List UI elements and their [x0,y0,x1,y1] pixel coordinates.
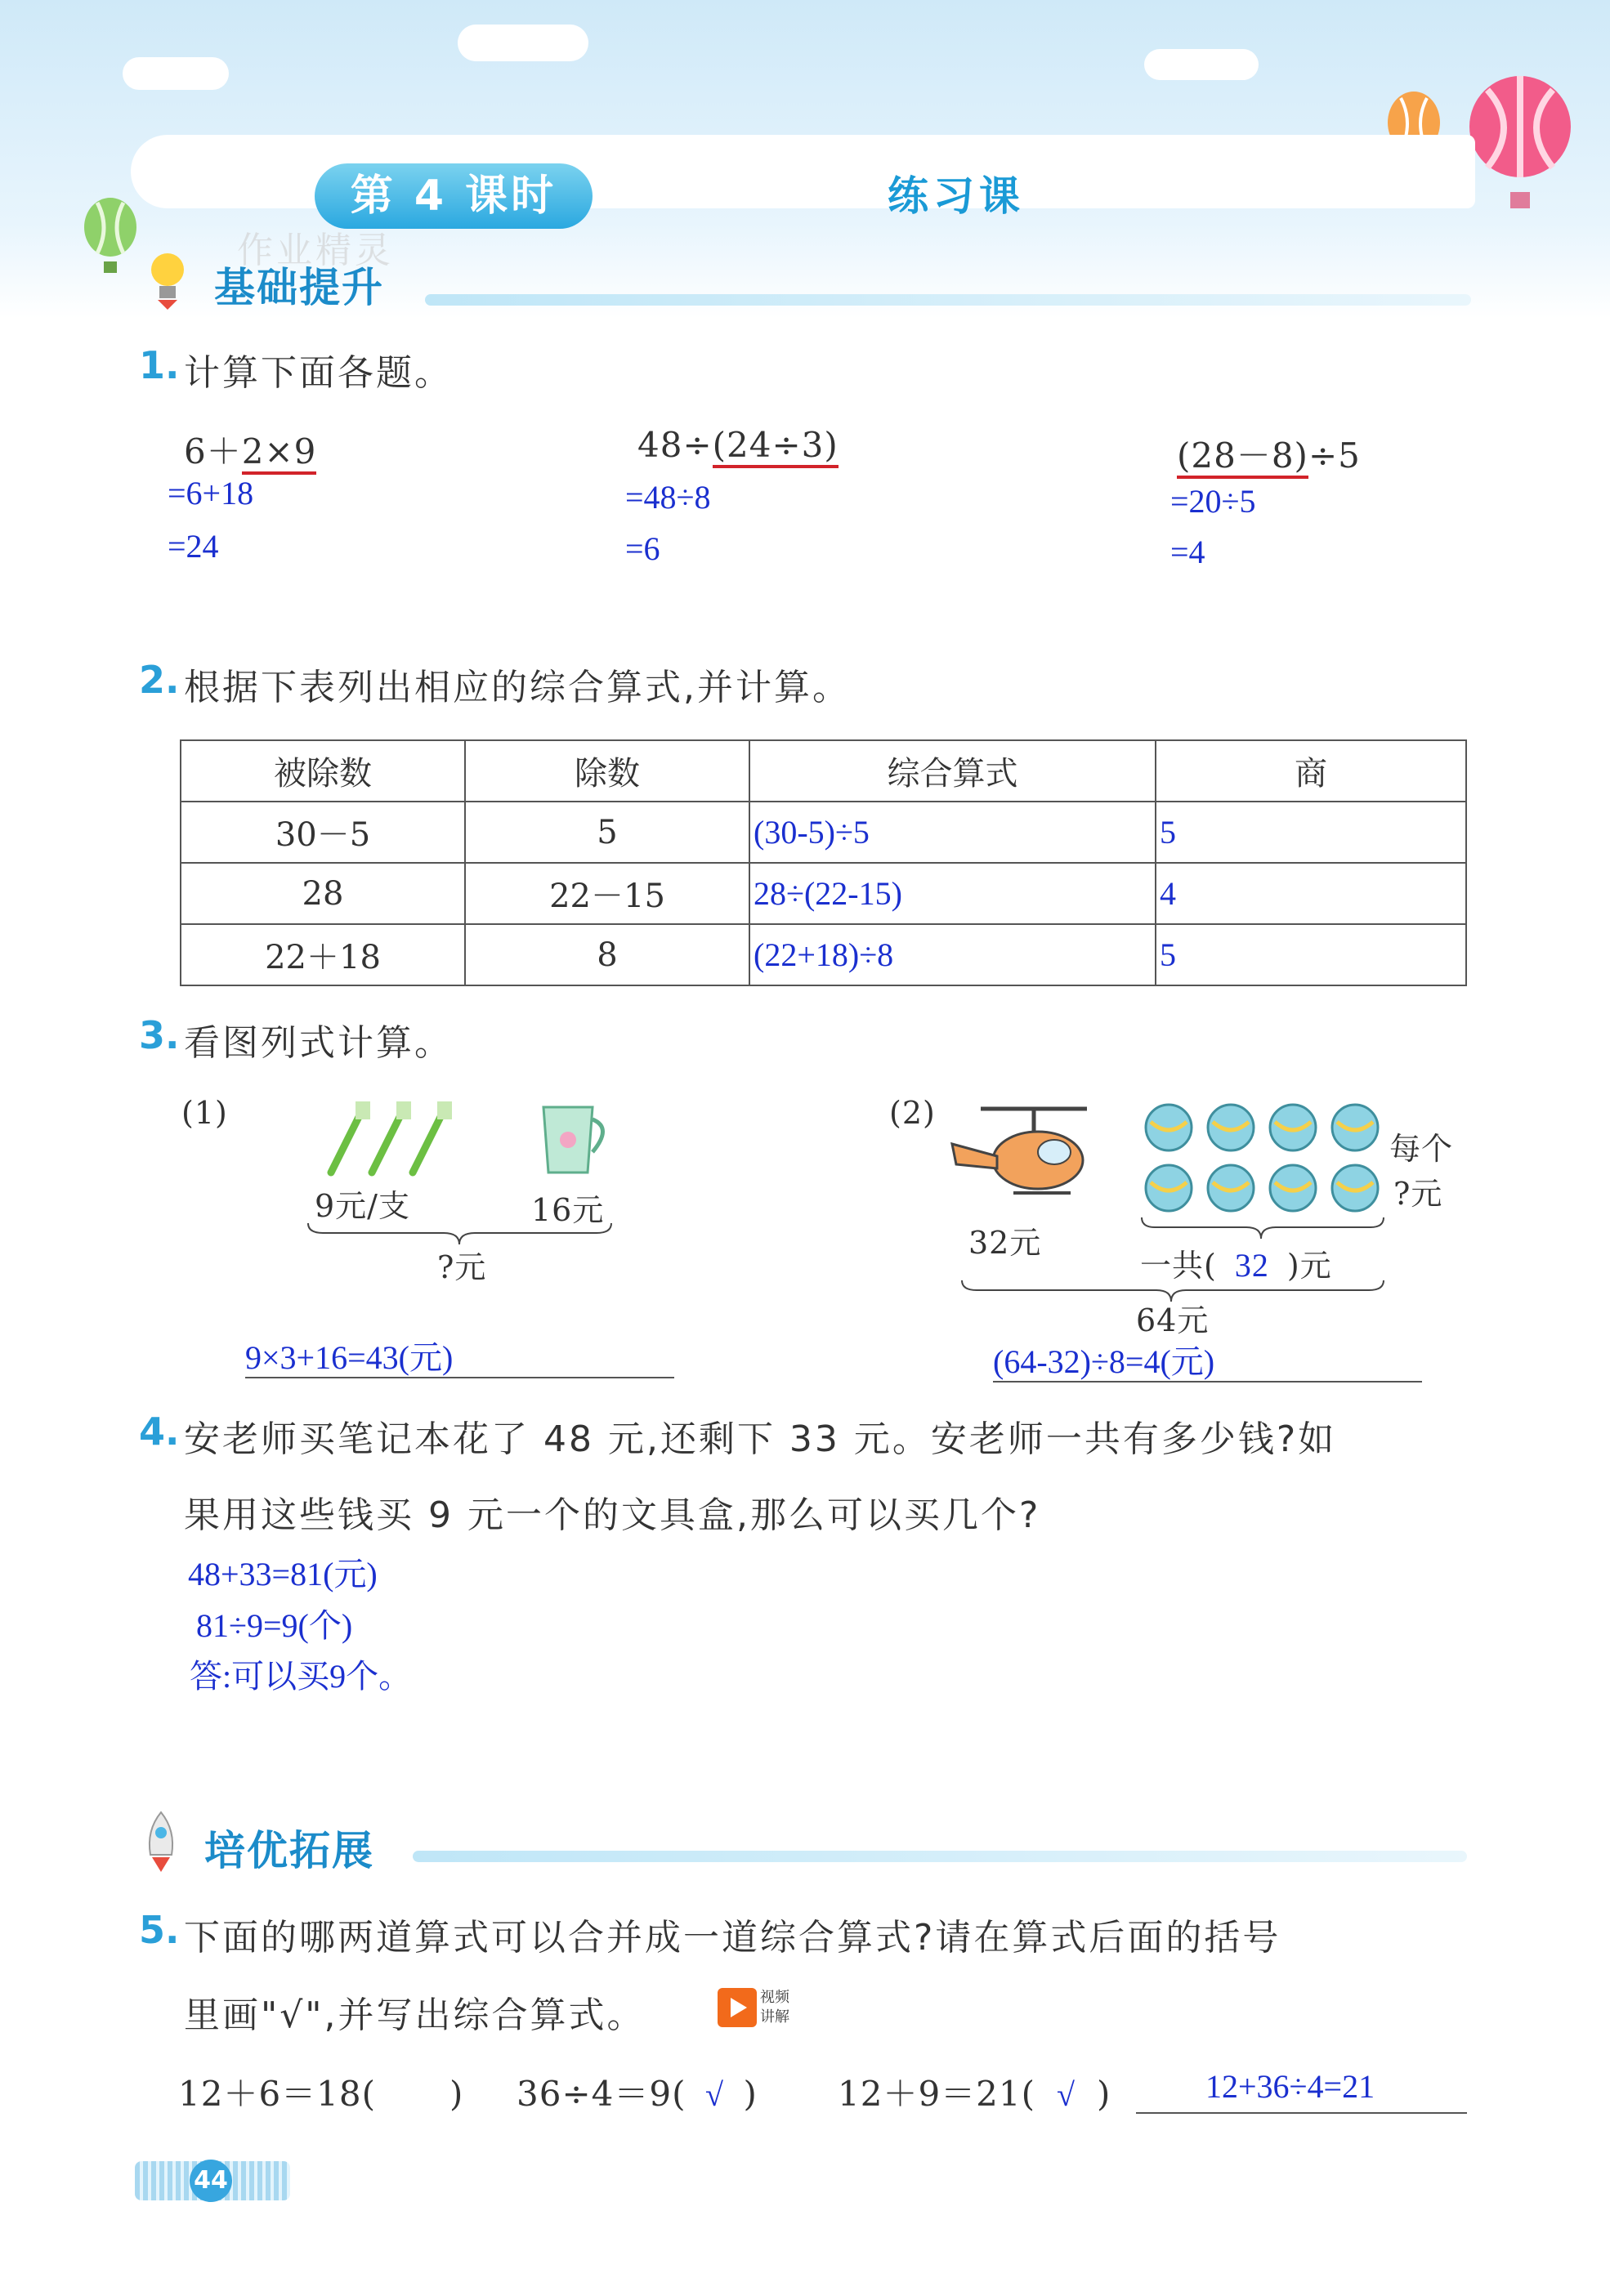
lightbulb-icon [143,249,192,310]
total-price: 64元 [1136,1302,1210,1338]
table-answer-cell: 5 [1156,924,1466,985]
cloud-decoration [123,57,229,90]
q4-answer-step: 81÷9=9(个) [196,1607,353,1644]
lesson-type-title: 练习课 [888,172,1025,220]
cup-price: 16元 [531,1192,605,1228]
section-title-basic: 基础提升 [214,264,384,311]
q1-step-1: =20÷5 [1170,483,1256,520]
section-title-advanced: 培优拓展 [204,1827,374,1874]
table-cell: 28 [181,863,465,924]
helicopter-icon [948,1099,1091,1205]
section-divider [425,294,1471,306]
q3-answer-1: 9×3+16=43(元) [245,1339,454,1376]
hot-air-balloon-icon [1463,74,1577,212]
video-label-2: 讲解 [760,2008,789,2026]
q1-expression-1: 6＋2×9 [184,425,316,474]
question-number: 1. [139,343,180,387]
q1-expression-3: (28－8)÷5 [1177,429,1361,478]
table-cell: 30－5 [181,802,465,863]
q1-step-2: =6 [625,530,660,567]
answer-line [1136,2112,1467,2114]
answer-line [245,1377,674,1378]
question-text: 看图列式计算。 [184,1022,453,1064]
table-header-row [181,740,1466,802]
watermark: 作业精灵 [237,230,394,271]
table-answer-cell: (22+18)÷8 [749,924,1156,985]
q5-expression-3: 12＋9＝21( √ ) [838,2074,1111,2114]
table-row [181,802,1466,863]
toothbrush-icon [315,1095,454,1177]
q2-table [180,739,1467,986]
question-number: 5. [139,1908,180,1952]
question-text: 果用这些钱买 9 元一个的文具盒,那么可以买几个? [184,1494,1041,1536]
table-answer-cell: (30-5)÷5 [749,802,1156,863]
q5-answer: 12+36÷4=21 [1205,2068,1375,2105]
table-answer-cell: 28÷(22-15) [749,863,1156,924]
table-row [181,863,1466,924]
video-play-icon [718,1988,757,2027]
toothbrush-price: 9元/支 [315,1188,410,1224]
video-explain-button[interactable] [718,1988,801,2027]
question-text: 根据下表列出相应的综合算式,并计算。 [184,667,851,708]
q1-expression-2: 48÷(24÷3) [637,425,839,465]
table-header-cell: 被除数 [181,740,465,802]
rocket-icon [139,1810,184,1875]
question-number: 2. [139,658,180,702]
table-row [181,924,1466,985]
question-text: 计算下面各题。 [184,352,453,394]
question-text: 里画"√",并写出综合算式。 [184,1994,646,2036]
each-price-unknown: ?元 [1393,1176,1443,1212]
question-text: 下面的哪两道算式可以合并成一道综合算式?请在算式后面的括号 [184,1917,1281,1959]
q1-step-1: =6+18 [168,475,254,511]
q1-step-2: =4 [1170,534,1205,570]
table-answer-cell: 4 [1156,863,1466,924]
helicopter-price: 32元 [968,1225,1042,1261]
each-price-label: 每个 [1389,1131,1454,1167]
q1-step-2: =24 [168,528,219,565]
table-header-cell: 商 [1156,740,1466,802]
q3-part-label: (2) [889,1095,936,1131]
q1-step-1: =48÷8 [625,479,711,516]
q5-expression-2: 36÷4＝9( √ ) [517,2074,758,2114]
section-divider [413,1851,1467,1862]
table-cell: 22－15 [465,863,749,924]
hot-air-balloon-icon [78,196,143,278]
q4-answer-step: 48+33=81(元) [188,1556,378,1592]
table-header-cell: 除数 [465,740,749,802]
volleyball-sum: 一共( 32 )元 [1140,1247,1332,1284]
cloud-decoration [1144,49,1259,80]
question-number: 4. [139,1409,180,1454]
answer-line [993,1381,1422,1383]
volleyball-brace [1140,1216,1385,1240]
lesson-number-label: 第 4 课时 [315,163,593,229]
q4-answer-conclusion: 答:可以买9个。 [190,1658,412,1695]
table-cell: 22＋18 [181,924,465,985]
video-label-1: 视频 [760,1989,789,2006]
q5-expression-1: 12＋6＝18( ) [178,2074,464,2114]
cup-icon [535,1099,617,1177]
table-cell: 5 [465,802,749,863]
volleyball-icon [1143,1101,1388,1216]
q3-answer-2: (64-32)÷8=4(元) [993,1343,1215,1380]
page-number: 44 [190,2160,232,2202]
total-price: ?元 [437,1249,487,1285]
table-answer-cell: 5 [1156,802,1466,863]
table-header-cell: 综合算式 [749,740,1156,802]
question-number: 3. [139,1013,180,1057]
q3-part-label: (1) [181,1095,228,1131]
table-cell: 8 [465,924,749,985]
cloud-decoration [458,25,588,61]
question-text: 安老师买笔记本花了 48 元,还剩下 33 元。安老师一共有多少钱?如 [184,1418,1337,1460]
